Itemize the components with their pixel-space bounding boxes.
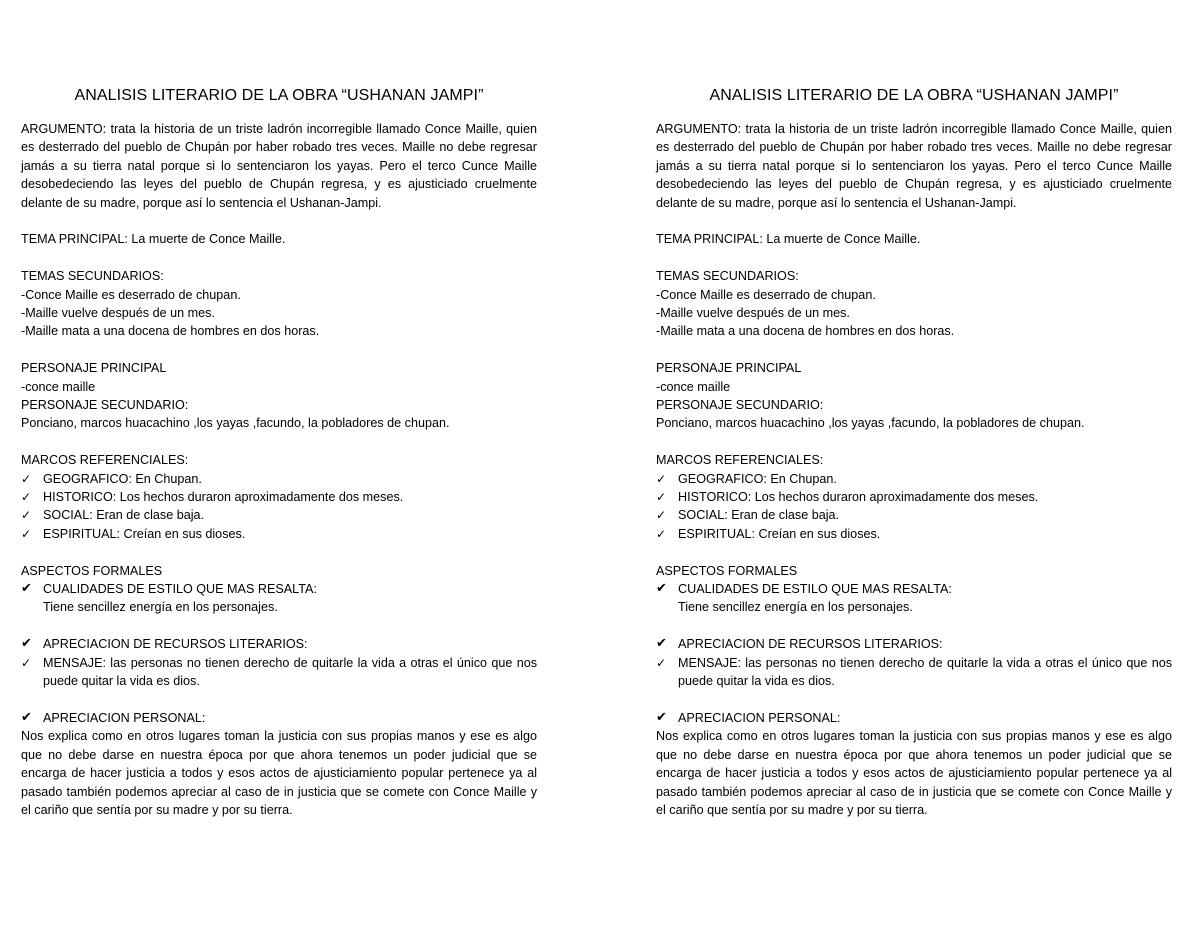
cualidades-heading: CUALIDADES DE ESTILO QUE MAS RESALTA: (43, 582, 317, 597)
list-item (21, 709, 537, 727)
apreciacion-recursos-heading: APRECIACION DE RECURSOS LITERARIOS: (43, 637, 308, 652)
list-item (21, 470, 537, 488)
checkmark-icon: ✓ (656, 655, 667, 670)
list-item (21, 635, 537, 653)
checkmark-icon: ✓ (21, 490, 32, 505)
checkmark-icon: ✓ (21, 526, 32, 541)
apreciacion-paragraph: Nos explica como en otros lugares toman la justicia con sus propias manos y ese es algo que no debe darse en nuestra época por que ahora tenemos un poder judicial que se encarga de hacer justicia a todos y esos actos de ajusticiamiento popular pertenece ya al pasado también podemos apreciar al caso de in justicia que se comete con Conce Maille y el cariño que sentía por su madre y por su tierra. (21, 729, 537, 817)
document-title: ANALISIS LITERARIO DE LA OBRA “USHANAN JAMPI” (709, 87, 1119, 104)
marco-historico: HISTORICO: Los hechos duraron aproximadamente dos meses. (678, 490, 1039, 505)
personaje-principal: -conce maille (656, 379, 731, 394)
list-item (656, 525, 1172, 543)
argumento-paragraph: ARGUMENTO: trata la historia de un triste ladrón incorregible llamado Conce Maille, quien es desterrado del pueblo de Chupán por haber robado tres veces. Maille no debe regresar jamás a su tierra natal porque si lo sentenciaron los yayas. Pero el terco Cunce Maille desobedeciendo las leyes del pueblo de Chupán regresa, y es ajusticiado cruelmente delante de su madre, porque así lo sentencia el Ushanan-Jampi. (656, 122, 1172, 210)
marco-social: SOCIAL: Eran de clase baja. (678, 508, 840, 523)
list-item: -Maille mata a una docena de hombres en dos horas. (656, 324, 955, 339)
heavy-checkmark-icon: ✔ (21, 636, 32, 652)
personaje-principal-heading: PERSONAJE PRINCIPAL (21, 361, 167, 376)
apreciacion-personal-heading: APRECIACION PERSONAL: (678, 710, 841, 725)
heavy-checkmark-icon: ✔ (656, 581, 667, 597)
list-item: -Conce Maille es deserrado de chupan. (656, 287, 876, 302)
list-item (21, 580, 537, 598)
checkmark-icon: ✓ (656, 471, 667, 486)
checkmark-icon: ✓ (656, 526, 667, 541)
list-item: -Maille vuelve después de un mes. (21, 306, 215, 321)
list-item (656, 654, 1172, 691)
list-item: -Maille vuelve después de un mes. (656, 306, 850, 321)
marco-geografico: GEOGRAFICO: En Chupan. (43, 471, 202, 486)
mensaje-text: MENSAJE: las personas no tienen derecho de quitarle la vida a otras el único que nos puede quitar la vida es dios. (43, 655, 537, 689)
list-item: -Conce Maille es deserrado de chupan. (21, 287, 241, 302)
argumento-paragraph: ARGUMENTO: trata la historia de un triste ladrón incorregible llamado Conce Maille, quien es desterrado del pueblo de Chupán por haber robado tres veces. Maille no debe regresar jamás a su tierra natal porque si lo sentenciaron los yayas. Pero el terco Cunce Maille desobedeciendo las leyes del pueblo de Chupán regresa, y es ajusticiado cruelmente delante de su madre, porque así lo sentencia el Ushanan-Jampi. (21, 122, 537, 210)
list-item: -Maille mata a una docena de hombres en dos horas. (21, 324, 320, 339)
checkmark-icon: ✓ (21, 508, 32, 523)
document-column-right (656, 86, 1172, 819)
aspectos-heading: ASPECTOS FORMALES (21, 563, 163, 578)
checkmark-icon: ✓ (21, 471, 32, 486)
document-title: ANALISIS LITERARIO DE LA OBRA “USHANAN JAMPI” (74, 87, 484, 104)
marco-historico: HISTORICO: Los hechos duraron aproximadamente dos meses. (43, 490, 404, 505)
list-item (656, 470, 1172, 488)
personaje-principal-heading: PERSONAJE PRINCIPAL (656, 361, 802, 376)
marco-espiritual: ESPIRITUAL: Creían en sus dioses. (678, 526, 881, 541)
personaje-principal: -conce maille (21, 379, 96, 394)
personaje-secundario-heading: PERSONAJE SECUNDARIO: (656, 398, 824, 413)
personaje-secundario: Ponciano, marcos huacachino ,los yayas ,facundo, la pobladores de chupan. (656, 416, 1085, 431)
apreciacion-personal-heading: APRECIACION PERSONAL: (43, 710, 206, 725)
list-item (656, 709, 1172, 727)
marcos-heading: MARCOS REFERENCIALES: (21, 453, 189, 468)
list-item (21, 654, 537, 691)
apreciacion-recursos-heading: APRECIACION DE RECURSOS LITERARIOS: (678, 637, 943, 652)
marcos-heading: MARCOS REFERENCIALES: (656, 453, 824, 468)
checkmark-icon: ✓ (21, 655, 32, 670)
cualidades-heading: CUALIDADES DE ESTILO QUE MAS RESALTA: (678, 582, 952, 597)
list-item (21, 525, 537, 543)
heavy-checkmark-icon: ✔ (656, 636, 667, 652)
aspectos-heading: ASPECTOS FORMALES (656, 563, 798, 578)
cualidades-text: Tiene sencillez energía en los personajes. (43, 600, 278, 615)
tema-principal: TEMA PRINCIPAL: La muerte de Conce Maille. (21, 232, 286, 247)
list-item (21, 506, 537, 524)
list-item (656, 506, 1172, 524)
temas-secundarios-heading: TEMAS SECUNDARIOS: (656, 269, 799, 284)
checkmark-icon: ✓ (656, 490, 667, 505)
personaje-secundario-heading: PERSONAJE SECUNDARIO: (21, 398, 189, 413)
marco-geografico: GEOGRAFICO: En Chupan. (678, 471, 837, 486)
heavy-checkmark-icon: ✔ (21, 581, 32, 597)
temas-secundarios-heading: TEMAS SECUNDARIOS: (21, 269, 164, 284)
personaje-secundario: Ponciano, marcos huacachino ,los yayas ,facundo, la pobladores de chupan. (21, 416, 450, 431)
heavy-checkmark-icon: ✔ (656, 709, 667, 725)
checkmark-icon: ✓ (656, 508, 667, 523)
list-item (656, 580, 1172, 598)
mensaje-text: MENSAJE: las personas no tienen derecho de quitarle la vida a otras el único que nos puede quitar la vida es dios. (678, 655, 1172, 689)
list-item (21, 488, 537, 506)
list-item (656, 635, 1172, 653)
list-item (656, 488, 1172, 506)
apreciacion-paragraph: Nos explica como en otros lugares toman la justicia con sus propias manos y ese es algo que no debe darse en nuestra época por que ahora tenemos un poder judicial que se encarga de hacer justicia a todos y esos actos de ajusticiamiento popular pertenece ya al pasado también podemos apreciar al caso de in justicia que se comete con Conce Maille y el cariño que sentía por su madre y por su tierra. (656, 729, 1172, 817)
document-column-left (21, 86, 537, 819)
heavy-checkmark-icon: ✔ (21, 709, 32, 725)
marco-espiritual: ESPIRITUAL: Creían en sus dioses. (43, 526, 246, 541)
tema-principal: TEMA PRINCIPAL: La muerte de Conce Maille. (656, 232, 921, 247)
marco-social: SOCIAL: Eran de clase baja. (43, 508, 205, 523)
cualidades-text: Tiene sencillez energía en los personajes. (678, 600, 913, 615)
